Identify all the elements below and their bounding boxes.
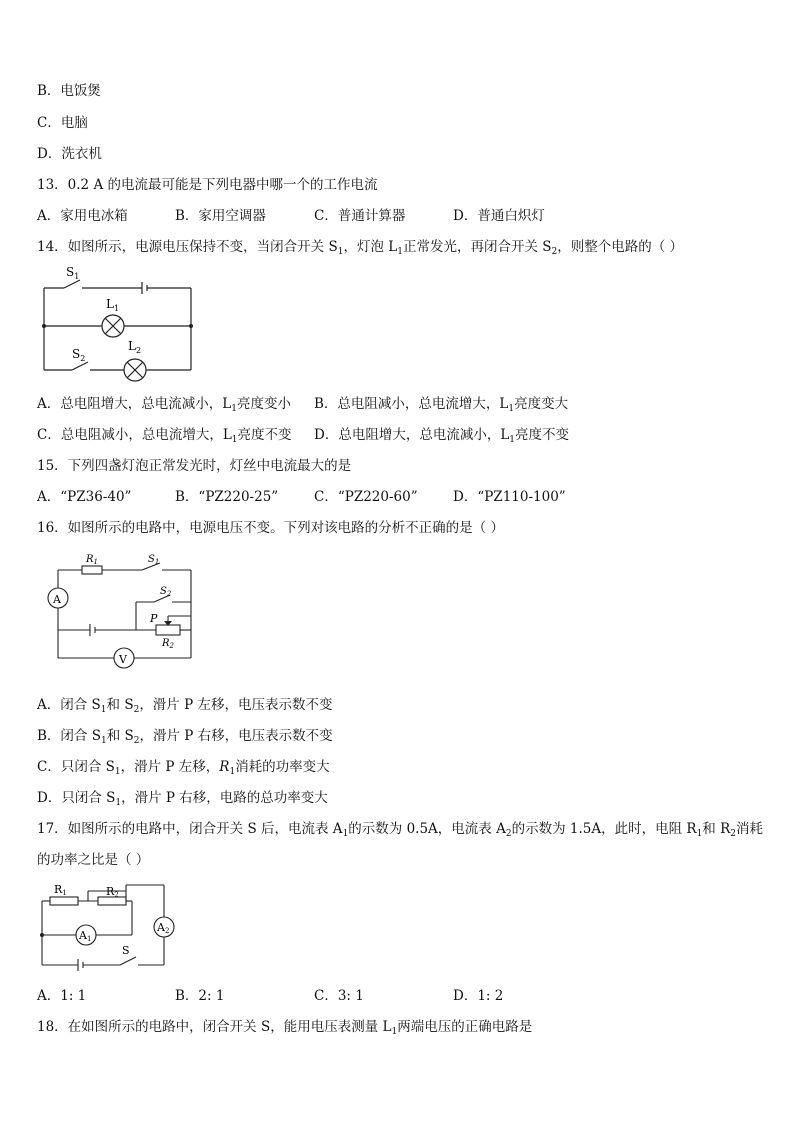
question-17-stem-line2: 的功率之比是（ ） [37,852,150,868]
q17-label-a1: A1 [79,929,92,943]
q17-label-r1: R1 [54,883,67,897]
q17-label-r2: R2 [106,885,119,899]
q16-option-c: C．只闭合 $S_1$，滑片 P 左移，$R_1$消耗的功率变大 [37,759,330,777]
q15-option-a: A．“PZ36-40” [37,489,132,505]
q14-label-l1: $L_1$ [106,297,120,313]
q14-label-l2: $L_2$ [128,339,142,355]
question-14-stem: 14．如图所示，电源电压保持不变，当闭合开关 $S_1$，灯泡 $L_1$正常发光，再闭合开关 $S_2$，则整个电路的（ ） [37,239,684,257]
q16-ammeter-label: A [53,593,61,606]
q14-option-c: C．总电阻减小，总电流增大，$L_1$亮度不变 [37,427,292,445]
q14-option-d: D．总电阻增大，总电流减小，$L_1$亮度不变 [314,427,570,445]
question-16-stem: 16．如图所示的电路中，电源电压不变。下列对该电路的分析不正确的是（ ） [37,520,504,536]
q16-label-s1: $S_1$ [148,554,160,566]
q13-option-d: D．普通白炽灯 [453,208,545,224]
q17-circuit-diagram [36,879,181,979]
q14-label-s2: $S_2$ [72,347,86,363]
q16-label-p: P [150,612,158,625]
q17-option-d: D．1: 2 [453,988,504,1004]
q15-option-b: B．“PZ220-25” [175,489,279,505]
q16-option-a: A．闭合 $S_1$和 $S_2$，滑片 P 左移，电压表示数不变 [37,697,333,715]
q16-label-r1: $R_1$ [86,554,98,566]
option-b-rice-cooker: B．电饭煲 [37,83,101,99]
option-c-computer: C．电脑 [37,115,88,131]
q16-circuit-diagram [44,546,199,671]
q16-option-d: D．只闭合 $S_1$，滑片 P 右移，电路的总功率变大 [37,790,328,808]
question-18-stem: 18．在如图所示的电路中，闭合开关 S，能用电压表测量 $L_1$两端电压的正确电路是 [37,1019,533,1037]
q17-option-c: C．3: 1 [314,988,364,1004]
q15-option-c: C．“PZ220-60” [314,489,418,505]
question-17-stem-line1: 17．如图所示的电路中，闭合开关 S 后，电流表 $A_1$的示数为 0.5A，电流表 $A_2$的示数为 1.5A，此时，电阻 $R_1$和 $R_2$消耗 [37,821,763,839]
q16-label-s2: $S_2$ [160,586,172,598]
q17-option-a: A．1: 1 [37,988,87,1004]
q13-option-b: B．家用空调器 [175,208,266,224]
q16-voltmeter-label: V [119,653,127,666]
q14-option-b: B．总电阻减小，总电流增大，$L_1$亮度变大 [314,396,569,414]
q13-option-c: C．普通计算器 [314,208,406,224]
q14-label-s1: $S_1$ [66,265,80,281]
q14-circuit-diagram [36,262,196,387]
q13-option-a: A．家用电冰箱 [37,208,128,224]
q15-option-d: D．“PZ110-100” [453,489,566,505]
q16-label-r2: $R_2$ [162,638,174,650]
q17-option-b: B．2: 1 [175,988,225,1004]
question-15-stem: 15．下列四盏灯泡正常发光时，灯丝中电流最大的是 [37,458,352,474]
question-13-stem: 13．0.2 A 的电流最可能是下列电器中哪一个的工作电流 [37,177,378,193]
q16-option-b: B．闭合 $S_1$和 $S_2$，滑片 P 右移，电压表示数不变 [37,728,333,746]
q17-label-s: S [122,944,130,957]
q17-label-a2: A2 [157,921,170,935]
option-d-washing-machine: D．洗衣机 [37,146,102,162]
q14-option-a: A．总电阻增大，总电流减小，$L_1$亮度变小 [37,396,291,414]
